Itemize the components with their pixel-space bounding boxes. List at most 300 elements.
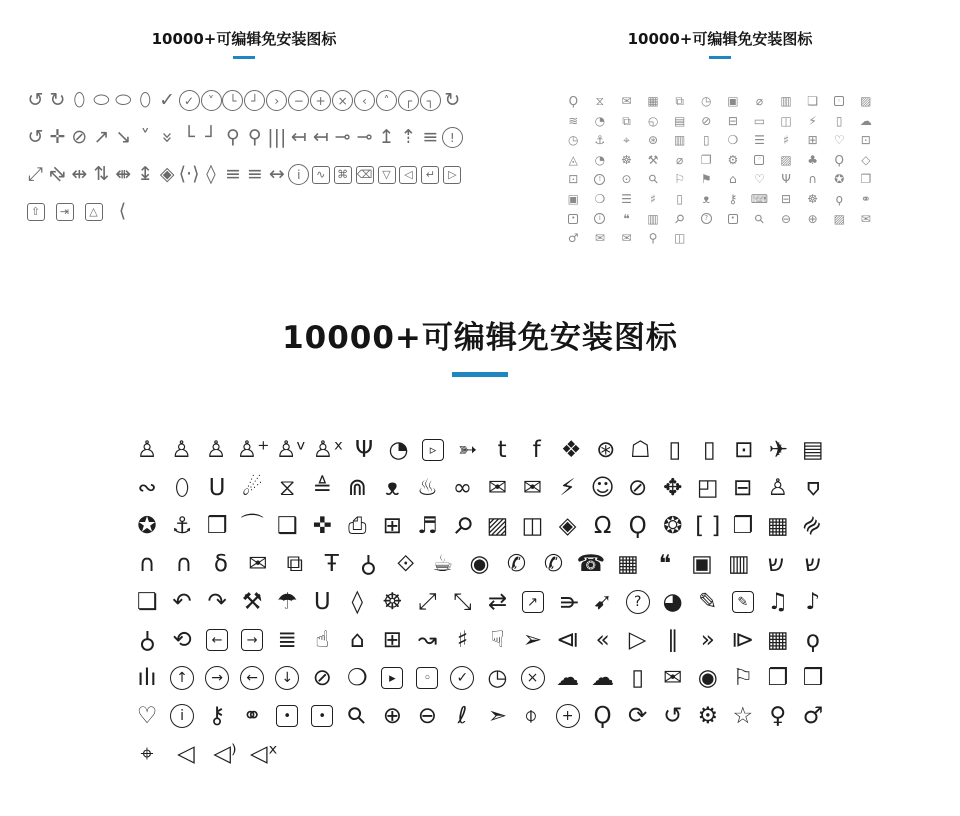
headset-icon: ∩ bbox=[808, 172, 818, 187]
award-ribbon-icon: ✪ bbox=[137, 512, 157, 539]
user-x-icon: ♙ˣ bbox=[312, 436, 344, 463]
game-controller-icon: ᴥ bbox=[702, 191, 710, 206]
x-circle-icon: × bbox=[519, 665, 547, 691]
sliders-vertical-icon: ♯ bbox=[456, 626, 468, 653]
lifebuoy-icon: ☸ bbox=[382, 588, 403, 615]
eye-off-icon: ⌀ bbox=[755, 94, 764, 108]
pill-icon: ⬯ bbox=[174, 474, 190, 501]
diamond-icon: ◇ bbox=[861, 152, 871, 167]
link-icon: ⚭ bbox=[242, 702, 262, 729]
mobile-icon: ▯ bbox=[676, 191, 683, 206]
notebook-pen-icon: ▥ bbox=[780, 94, 792, 108]
crossing-arrows-icon: ⇄ bbox=[44, 160, 72, 188]
toggle-vertical-2-icon: ⬯ bbox=[139, 89, 152, 111]
search-icon: ⚲ bbox=[341, 700, 373, 732]
icon-row bbox=[560, 114, 880, 127]
location-pin-icon: Ϙ bbox=[568, 94, 579, 108]
ban-icon: ⊘ bbox=[312, 664, 332, 691]
search-2-icon: ⚲ bbox=[645, 171, 662, 188]
main-title: 10000+可编辑免安装图标 bbox=[282, 320, 678, 356]
grid-icon: ⊞ bbox=[382, 626, 402, 653]
user-icon: ♙ bbox=[136, 436, 158, 463]
cart-icon: ש bbox=[804, 550, 821, 577]
plane-icon: ✈ bbox=[768, 436, 789, 463]
shopping-bag-icon: Ω bbox=[593, 512, 612, 539]
address-book-icon: ▤ bbox=[802, 436, 824, 463]
mail-open-2-icon: ✉ bbox=[594, 231, 605, 246]
check-circle-icon: ✓ bbox=[179, 89, 200, 113]
top-left-icon-panel bbox=[25, 30, 463, 237]
chat-double-icon: ❝ bbox=[623, 211, 630, 226]
plus-circle-icon: + bbox=[310, 89, 331, 113]
corner-br-circle-icon: ┘ bbox=[244, 89, 265, 113]
eye-icon: ◉ bbox=[697, 664, 718, 691]
list-icon: ≣ bbox=[277, 626, 297, 653]
user-female-icon: ♙ bbox=[171, 436, 192, 463]
icon-row bbox=[133, 665, 827, 691]
return-key-icon: ↵ bbox=[420, 163, 441, 187]
zoom-in-icon: ⊕ bbox=[807, 211, 818, 226]
width-arrows-icon: ⇼ bbox=[115, 163, 132, 185]
toggle-on-icon: ⬭ bbox=[115, 89, 132, 111]
rotate-ccw-2-icon: ↺ bbox=[27, 126, 44, 148]
icon-row bbox=[25, 160, 463, 188]
flag-icon: ⚐ bbox=[732, 664, 754, 691]
icon-row bbox=[560, 232, 880, 245]
cloud-download-icon: ☁ bbox=[556, 664, 580, 691]
lock-icon: • bbox=[273, 703, 301, 729]
globe-icon: ❂ bbox=[663, 512, 683, 539]
play-video-icon: ▹ bbox=[419, 437, 447, 463]
coffee-cup-icon: ☕ bbox=[432, 550, 453, 577]
question-circle-icon: ? bbox=[693, 212, 720, 225]
paper-plane-icon: ➣ bbox=[487, 702, 508, 729]
floppy-disk-icon: ▣ bbox=[567, 191, 579, 206]
image-icon: ▨ bbox=[860, 94, 872, 108]
chat-bubble-icon: ❍ bbox=[727, 133, 739, 148]
calculator-icon: ▦ bbox=[617, 550, 639, 577]
info-circle-icon: i bbox=[288, 163, 309, 187]
shift-key-icon: ⇧ bbox=[25, 200, 46, 224]
signpost-icon: Ŧ bbox=[324, 550, 339, 577]
twitter-icon: ➳ bbox=[457, 436, 478, 463]
gear-icon: ⚙ bbox=[697, 702, 719, 729]
facebook-icon: f bbox=[532, 436, 541, 463]
fridge-icon: ▯ bbox=[702, 133, 710, 148]
timer-2-icon: ◵ bbox=[647, 113, 659, 128]
balloon-icon: Ϙ bbox=[834, 152, 844, 167]
top-right-icon-grid bbox=[560, 95, 880, 245]
arrow-left-right-icon: ↔ bbox=[268, 163, 285, 185]
pencil-icon: ✎ bbox=[698, 588, 718, 615]
corner-tr-circle-icon: ┐ bbox=[420, 89, 441, 113]
mustache-icon: ∾ bbox=[137, 474, 157, 501]
redo-circle-icon: ↺ bbox=[663, 702, 683, 729]
icon-row bbox=[133, 509, 829, 542]
wallet-icon: ❒ bbox=[206, 512, 228, 539]
heading-underline bbox=[452, 372, 508, 377]
trash-icon: ᑌ bbox=[313, 588, 331, 615]
music-note-icon: ♪ bbox=[805, 588, 821, 615]
mail-reply-icon: ✉ bbox=[621, 231, 632, 246]
icon-row bbox=[25, 200, 463, 224]
ban-icon: ⊘ bbox=[701, 113, 712, 128]
chevron-down-circle-icon: ˅ bbox=[201, 89, 222, 113]
arrow-right-circle-icon: → bbox=[203, 665, 231, 691]
help-circle-icon: ? bbox=[624, 589, 652, 615]
panel-title: 10000+可编辑免安装图标 bbox=[151, 30, 337, 48]
smiley-icon: ☺ bbox=[590, 474, 615, 501]
split-horizontal-icon: ⇹ bbox=[71, 163, 88, 185]
map-icon: ◫ bbox=[674, 231, 686, 246]
stopwatch-icon: ◔ bbox=[594, 152, 606, 167]
chess-pawn-icon: ♙ bbox=[767, 474, 789, 501]
icon-row bbox=[25, 126, 463, 150]
power-icon: ⦵ bbox=[520, 706, 547, 726]
arrow-down-right-icon: ↘ bbox=[115, 126, 132, 148]
icon-row bbox=[133, 741, 827, 767]
bars-vertical-icon: ||| bbox=[267, 126, 287, 148]
pushpin-icon: ⚲ bbox=[447, 510, 478, 542]
crosshair-move-icon: ✛ bbox=[49, 126, 66, 148]
cloud-upload-icon: ☁ bbox=[591, 664, 615, 691]
gift-icon: ⊞ bbox=[382, 512, 402, 539]
wifi-icon: ≋ bbox=[568, 113, 579, 128]
zoom-in-icon: ⊕ bbox=[382, 702, 402, 729]
undo-icon: ↶ bbox=[172, 588, 192, 615]
smartphone-icon: ▯ bbox=[702, 436, 716, 463]
user-check-icon: ♙ᵛ bbox=[275, 436, 307, 463]
toggle-vertical-icon: ⬯ bbox=[73, 89, 86, 111]
x-circle-icon: × bbox=[332, 89, 353, 113]
map-icon: ◫ bbox=[521, 512, 544, 539]
minus-circle-icon: − bbox=[288, 89, 309, 113]
info-circle-icon: i bbox=[168, 703, 196, 729]
chat-bubble-icon: ❍ bbox=[346, 664, 368, 691]
shuffle-icon: ⇄ bbox=[487, 588, 508, 615]
cart-full-icon: ש bbox=[767, 550, 784, 577]
rotate-cw-icon: ↻ bbox=[49, 89, 66, 111]
chevron-right-circle-icon: › bbox=[266, 89, 287, 113]
thumbs-up-icon: ☝ bbox=[315, 626, 330, 653]
icon-row bbox=[560, 212, 880, 225]
skip-end-icon: ⧐ bbox=[731, 626, 755, 653]
icon-row bbox=[560, 153, 880, 166]
heart-icon: ♡ bbox=[833, 133, 845, 148]
check-circle-icon: ✓ bbox=[448, 665, 476, 691]
circle-arrow-right-2-icon: ⊸ bbox=[356, 126, 373, 148]
share-external-icon: ↗ bbox=[519, 589, 547, 615]
icon-row bbox=[560, 134, 880, 147]
credit-card-icon: ⊟ bbox=[733, 474, 753, 501]
clock-icon: ◷ bbox=[487, 664, 508, 691]
envelope-icon: ✉ bbox=[860, 211, 871, 226]
ban-icon: ⊘ bbox=[71, 126, 88, 148]
battery-icon: ⊟ bbox=[727, 113, 738, 128]
calendar-icon: ▦ bbox=[766, 626, 789, 653]
location-pin-icon: Ϙ bbox=[593, 702, 612, 729]
speedometer-icon: ◔ bbox=[388, 436, 409, 463]
pin-round-icon: ⚲ bbox=[648, 231, 658, 246]
diamond-dot-icon: ◈ bbox=[159, 163, 175, 185]
compass-icon: ◉ bbox=[469, 550, 490, 577]
lightning-icon: ⚡ bbox=[808, 113, 817, 128]
archive-icon: ▤ bbox=[674, 113, 686, 128]
keyboard-icon: ⌨ bbox=[750, 191, 769, 206]
home-icon: ⌂ bbox=[729, 172, 737, 187]
female-icon: ♀ bbox=[769, 702, 787, 729]
chevron-left-big-icon: ⟨ bbox=[118, 200, 127, 222]
chat-lines-2-icon: ☰ bbox=[621, 191, 632, 206]
battery-empty-icon: ▭ bbox=[753, 113, 766, 128]
navigation-icon: ➢ bbox=[522, 626, 543, 653]
icon-row bbox=[560, 192, 880, 205]
pause-icon: ∥ bbox=[666, 626, 679, 653]
brackets-icon: [ ] bbox=[695, 512, 721, 539]
folder-2-icon: ❒ bbox=[802, 664, 824, 691]
shield-x-icon: ☖ bbox=[629, 436, 651, 463]
diamond-gem-icon: ⟐ bbox=[396, 550, 415, 577]
printer-icon: ⎙ bbox=[348, 512, 367, 539]
chat-lines-icon: ☰ bbox=[754, 133, 765, 148]
envelope-icon: ✉ bbox=[663, 664, 683, 691]
exclamation-circle-icon: ! bbox=[442, 126, 463, 150]
home-icon: ⌂ bbox=[349, 626, 365, 653]
clock-icon: ◷ bbox=[568, 133, 579, 148]
monitor-cursor-icon: ⊡ bbox=[568, 172, 579, 187]
lightning-icon: ⚡ bbox=[559, 474, 576, 501]
lock-open-icon: • bbox=[720, 212, 747, 225]
camera-2-icon: ◦ bbox=[746, 153, 773, 166]
puzzle-icon: ✜ bbox=[312, 512, 332, 539]
wrench-icon: ⚒ bbox=[241, 588, 263, 615]
bookmark-icon: ❏ bbox=[807, 94, 819, 108]
dropdown-key-icon: ▽ bbox=[376, 163, 397, 187]
icon-row bbox=[133, 475, 827, 501]
top-left-icon-grid bbox=[25, 89, 463, 224]
crosshair-icon: ⌖ bbox=[140, 740, 154, 767]
circle-arrow-right-icon: ⊸ bbox=[334, 126, 351, 148]
laptop-icon: ⊟ bbox=[781, 191, 792, 206]
folder-icon: ❐ bbox=[700, 152, 712, 167]
camera-icon: ◦ bbox=[413, 665, 441, 691]
pin-round-2-icon: ⚲ bbox=[247, 126, 262, 148]
info-circle-icon: i bbox=[587, 212, 614, 225]
refresh-icon: ⟳ bbox=[628, 702, 648, 729]
eye-off-2-icon: ⌀ bbox=[676, 152, 684, 167]
arrow-up-right-icon: ↗ bbox=[93, 126, 110, 148]
maximize-icon: ⤢ bbox=[418, 588, 437, 615]
image-3-icon: ▨ bbox=[833, 211, 845, 226]
user-plus-icon: ♙⁺ bbox=[236, 436, 270, 463]
trend-line-icon: ↝ bbox=[417, 626, 438, 653]
distribute-vertical-icon: ⇅ bbox=[93, 163, 110, 185]
list-small-icon: ≡ bbox=[224, 163, 241, 185]
headset-icon: ∩ bbox=[138, 550, 156, 577]
clipboard-icon: ❏ bbox=[136, 588, 158, 615]
monitor-icon: ⊡ bbox=[860, 133, 871, 148]
icon-row bbox=[133, 551, 827, 577]
balloon-icon: Ϙ bbox=[628, 512, 647, 539]
volume-high-icon: ◁⁾ bbox=[213, 740, 237, 767]
tag-icon: ◊ bbox=[351, 588, 363, 615]
arrow-up-from-circle-2-icon: ⇡ bbox=[400, 126, 417, 148]
heading-underline bbox=[709, 56, 731, 59]
graduation-cap-icon: ≜ bbox=[312, 474, 332, 501]
link-icon: ⚭ bbox=[860, 191, 871, 206]
chevrons-down-icon: » bbox=[156, 131, 179, 144]
rotate-cw-2-icon: ↻ bbox=[444, 89, 461, 111]
icon-row bbox=[560, 95, 880, 108]
star-icon: ☆ bbox=[732, 702, 754, 729]
trophy-icon: Ψ bbox=[354, 436, 374, 463]
tab-key-icon: ⇥ bbox=[54, 200, 75, 224]
menu-lines-icon: ≡ bbox=[246, 163, 263, 185]
option-key-icon: △ bbox=[83, 200, 104, 224]
flame-icon: ♨ bbox=[417, 474, 438, 501]
pen-tool-icon: ⌒ bbox=[240, 512, 264, 539]
code-dot-icon: ⟨·⟩ bbox=[178, 163, 200, 185]
bottom-icon-panel bbox=[0, 318, 960, 779]
thumbs-down-icon: ☟ bbox=[490, 626, 505, 653]
timer-icon: ◷ bbox=[701, 94, 712, 108]
corner-bl-circle-icon: └ bbox=[222, 89, 243, 113]
door-icon: ▯ bbox=[835, 113, 843, 128]
bottom-icon-grid bbox=[133, 437, 827, 767]
battery-low-icon: ◫ bbox=[780, 113, 792, 128]
lightbulb-icon: ϙ bbox=[805, 626, 820, 653]
avatar-badge-icon: ◬ bbox=[568, 152, 578, 167]
crop-icon: ◰ bbox=[696, 474, 719, 501]
trophy-icon: Ψ bbox=[781, 172, 791, 187]
exclamation-circle-icon: ! bbox=[587, 173, 614, 186]
male-icon: ♂ bbox=[567, 231, 579, 246]
monitor-icon: ⊡ bbox=[734, 436, 754, 463]
video-camera-icon: ▸ bbox=[378, 665, 406, 691]
arrow-up-from-circle-icon: ↥ bbox=[378, 126, 395, 148]
backspace-key-icon: ⌫ bbox=[354, 163, 375, 187]
chat-bubbles-icon: ❝ bbox=[658, 550, 672, 577]
image-2-icon: ▨ bbox=[780, 152, 792, 167]
icon-row bbox=[25, 89, 463, 113]
rewind-icon: « bbox=[595, 626, 610, 653]
flag-wave-icon: ⚑ bbox=[700, 172, 712, 187]
bell-icon: ⌂ bbox=[805, 475, 821, 502]
lines-horizontal-icon: ≡ bbox=[422, 126, 439, 148]
tablet-icon: ▯ bbox=[668, 436, 682, 463]
corner-bottom-right-icon: ┘ bbox=[205, 126, 217, 148]
arrow-right-key-icon: ▷ bbox=[442, 163, 463, 187]
dribbble-icon: ⊛ bbox=[596, 436, 616, 463]
anchor-icon: ⚓ bbox=[171, 512, 193, 539]
volume-low-icon: ◁ bbox=[177, 740, 195, 767]
cards-icon: ⧉ bbox=[675, 94, 684, 108]
arrow-left-circle-2-icon: ↤ bbox=[312, 126, 329, 148]
mail-image-icon: ✉ bbox=[487, 474, 508, 501]
users-icon: ♙ bbox=[205, 436, 227, 463]
briefcase-icon: ▣ bbox=[691, 550, 713, 577]
volume-mute-icon: ◁ˣ bbox=[250, 740, 278, 767]
no-smoking-icon: ⊘ bbox=[628, 474, 648, 501]
briefcase-icon: ▣ bbox=[727, 94, 739, 108]
mail-open-icon: ✉ bbox=[621, 94, 632, 108]
play-icon: ▷ bbox=[628, 626, 647, 653]
mail-chart-icon: ✉ bbox=[248, 550, 268, 577]
sliders-icon: ♯ bbox=[783, 133, 789, 148]
arrow-left-key-icon: ◁ bbox=[398, 163, 419, 187]
folder-icon: ❐ bbox=[767, 664, 789, 691]
plus-circle-icon: + bbox=[554, 703, 582, 729]
cards-2-icon: ⧉ bbox=[622, 113, 631, 128]
toggle-off-icon: ⬭ bbox=[93, 89, 110, 111]
rotate-ccw-icon: ↺ bbox=[27, 89, 44, 111]
target-icon: ⌖ bbox=[623, 133, 630, 148]
chevron-up-circle-icon: ˄ bbox=[376, 89, 397, 113]
tree-icon: ♣ bbox=[807, 152, 819, 167]
edit-square-icon: ✎ bbox=[729, 589, 757, 615]
maximize-arrows-icon: ⤢ bbox=[27, 163, 44, 185]
chevron-left-circle-icon: ‹ bbox=[354, 89, 375, 113]
notebook-icon: ▥ bbox=[674, 133, 686, 148]
arrow-up-circle-icon: ↑ bbox=[168, 665, 196, 691]
alarm-clock-icon: ⊛ bbox=[648, 133, 659, 148]
hammer-icon: ⚒ bbox=[647, 152, 659, 167]
skip-start-icon: ⧏ bbox=[556, 626, 580, 653]
lock-open-icon: • bbox=[308, 703, 336, 729]
dropbox-icon: ❖ bbox=[560, 436, 582, 463]
phone-outgoing-icon: ✆ bbox=[506, 550, 527, 577]
water-drop-icon: δ bbox=[213, 550, 228, 577]
corner-tl-circle-icon: ┌ bbox=[398, 89, 419, 113]
phone-incoming-icon: ✆ bbox=[543, 550, 564, 577]
ghost-icon: ⋒ bbox=[347, 474, 367, 501]
icon-row bbox=[560, 173, 880, 186]
share-nodes-icon: ⋔ bbox=[555, 592, 582, 612]
pin-round-icon: ⚲ bbox=[225, 126, 240, 148]
arrow-left-circle-icon: ← bbox=[238, 665, 266, 691]
loop-icon: ⟲ bbox=[172, 626, 192, 653]
diamond-chevrons-icon: ◊ bbox=[206, 163, 216, 185]
copy-docs-icon: ⧉ bbox=[286, 550, 304, 577]
mail-doc-icon: ✉ bbox=[522, 474, 543, 501]
redo-icon: ↷ bbox=[207, 588, 227, 615]
top-right-icon-panel bbox=[560, 30, 880, 251]
check-icon: ✓ bbox=[159, 89, 176, 111]
calculator-mini-icon: ⊞ bbox=[807, 133, 818, 148]
command-key-icon: ⌘ bbox=[332, 163, 353, 187]
hourglass-icon: ⧖ bbox=[279, 474, 296, 501]
bar-chart-icon: ılı bbox=[137, 664, 157, 691]
image-icon: ▨ bbox=[486, 512, 509, 539]
folder-2-icon: ❐ bbox=[860, 172, 872, 187]
paperclip-icon: ℓ bbox=[457, 702, 468, 729]
pushpin-icon: ⚲ bbox=[671, 210, 688, 227]
camera-icon: ◦ bbox=[826, 95, 853, 108]
flag-icon: ⚐ bbox=[674, 172, 686, 187]
glasses-icon: ∞ bbox=[452, 474, 472, 501]
rss-icon: ≋ bbox=[796, 509, 829, 542]
height-arrows-icon: ↨ bbox=[137, 163, 154, 185]
folder-icon: ❐ bbox=[732, 512, 754, 539]
hourglass-icon: ⧖ bbox=[595, 94, 605, 108]
zoom-out-icon: ⊖ bbox=[417, 702, 438, 729]
sign-out-icon: ← bbox=[203, 627, 231, 653]
heart-icon: ♡ bbox=[136, 702, 158, 729]
layers-icon: ◈ bbox=[558, 512, 577, 539]
chat-bubble-2-icon: ❍ bbox=[594, 191, 606, 206]
speedometer-icon: ◔ bbox=[594, 113, 606, 128]
minimize-icon: ⤡ bbox=[453, 588, 472, 615]
